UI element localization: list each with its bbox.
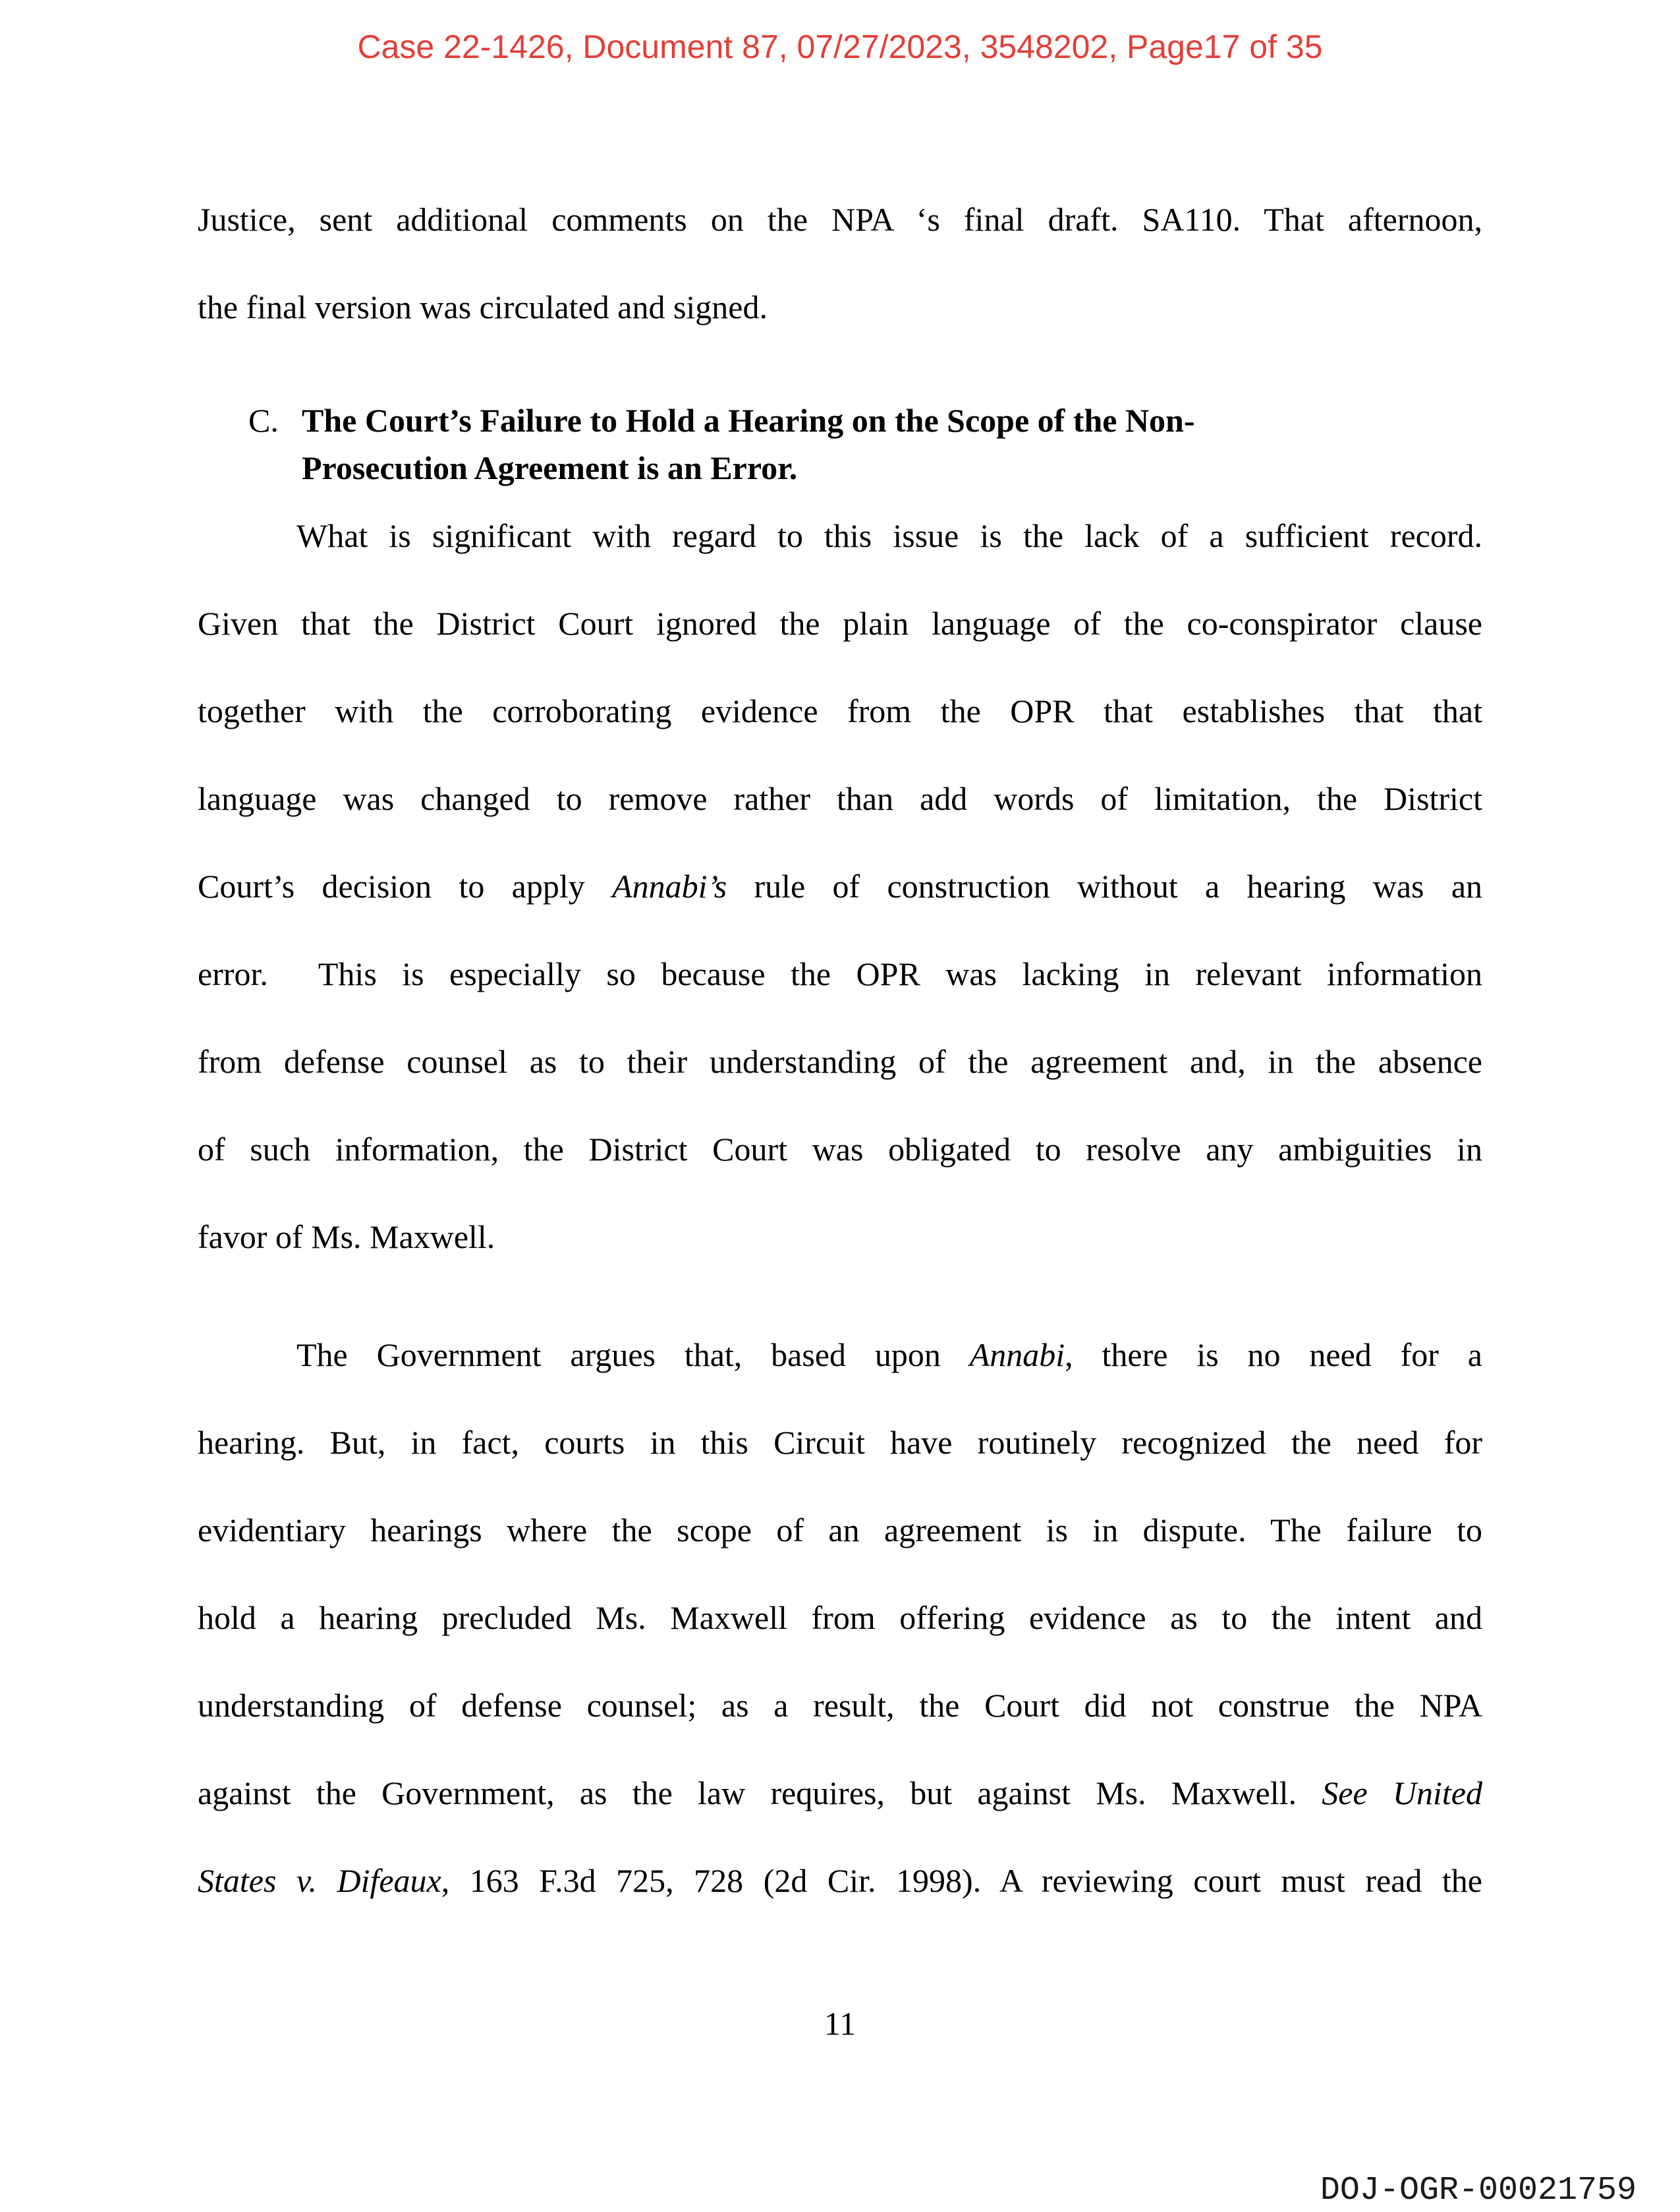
paragraph-government-argument xyxy=(198,1311,1482,1925)
paragraph-npa-draft xyxy=(198,176,1482,351)
case-stamp: Case 22-1426, Document 87, 07/27/2023, 3548202, Page17 of 35 xyxy=(357,28,1323,65)
text-line: States v. Difeaux, 163 F.3d 725, 728 (2d Cir. 1998). A reviewing court must read the xyxy=(198,1862,1482,1899)
text-line: understanding of defense counsel; as a result, the Court did not construe the NPA xyxy=(198,1687,1482,1724)
text-line: favor of Ms. Maxwell. xyxy=(198,1218,495,1255)
text-line: from defense counsel as to their understanding of the agreement and, in the absence xyxy=(198,1043,1482,1080)
text-line: against the Government, as the law requires, but against Ms. Maxwell. See United xyxy=(198,1774,1482,1811)
text-line: Given that the District Court ignored the plain language of the co-conspirator clause xyxy=(198,605,1482,642)
text-line: What is significant with regard to this issue is the lack of a sufficient record. xyxy=(296,517,1482,554)
text-line: the final version was circulated and signed. xyxy=(198,289,768,326)
text-line: error. This is especially so because the OPR was lacking in relevant information xyxy=(198,955,1482,992)
text-line: language was changed to remove rather than add words of limitation, the District xyxy=(198,780,1482,817)
section-heading-label: C. xyxy=(248,402,279,439)
text-line: hearing. But, in fact, courts in this Circuit have routinely recognized the need for xyxy=(198,1424,1482,1461)
page-number: 11 xyxy=(824,2005,856,2042)
text-line: Prosecution Agreement is an Error. xyxy=(302,449,798,486)
text-line: The Court’s Failure to Hold a Hearing on the Scope of the Non- xyxy=(302,402,1195,439)
text-line: hold a hearing precluded Ms. Maxwell from offering evidence as to the intent and xyxy=(198,1599,1482,1636)
text-line: of such information, the District Court was obligated to resolve any ambiguities in xyxy=(198,1131,1482,1168)
text-line: together with the corroborating evidence from the OPR that establishes that that xyxy=(198,693,1482,729)
text-line: Court’s decision to apply Annabi’s rule of construction without a hearing was an xyxy=(198,868,1483,905)
text-line: Justice, sent additional comments on the NPA ‘s final draft. SA110. That afternoon, xyxy=(198,201,1482,238)
section-heading xyxy=(198,397,1384,492)
text-line: The Government argues that, based upon Annabi, there is no need for a xyxy=(296,1336,1482,1373)
paragraph-hearing-error xyxy=(198,492,1482,1281)
section-heading-text xyxy=(302,397,1384,492)
text-line: evidentiary hearings where the scope of an agreement is in dispute. The failure to xyxy=(198,1512,1482,1548)
bates-stamp: DOJ-OGR-00021759 xyxy=(1320,2172,1637,2209)
